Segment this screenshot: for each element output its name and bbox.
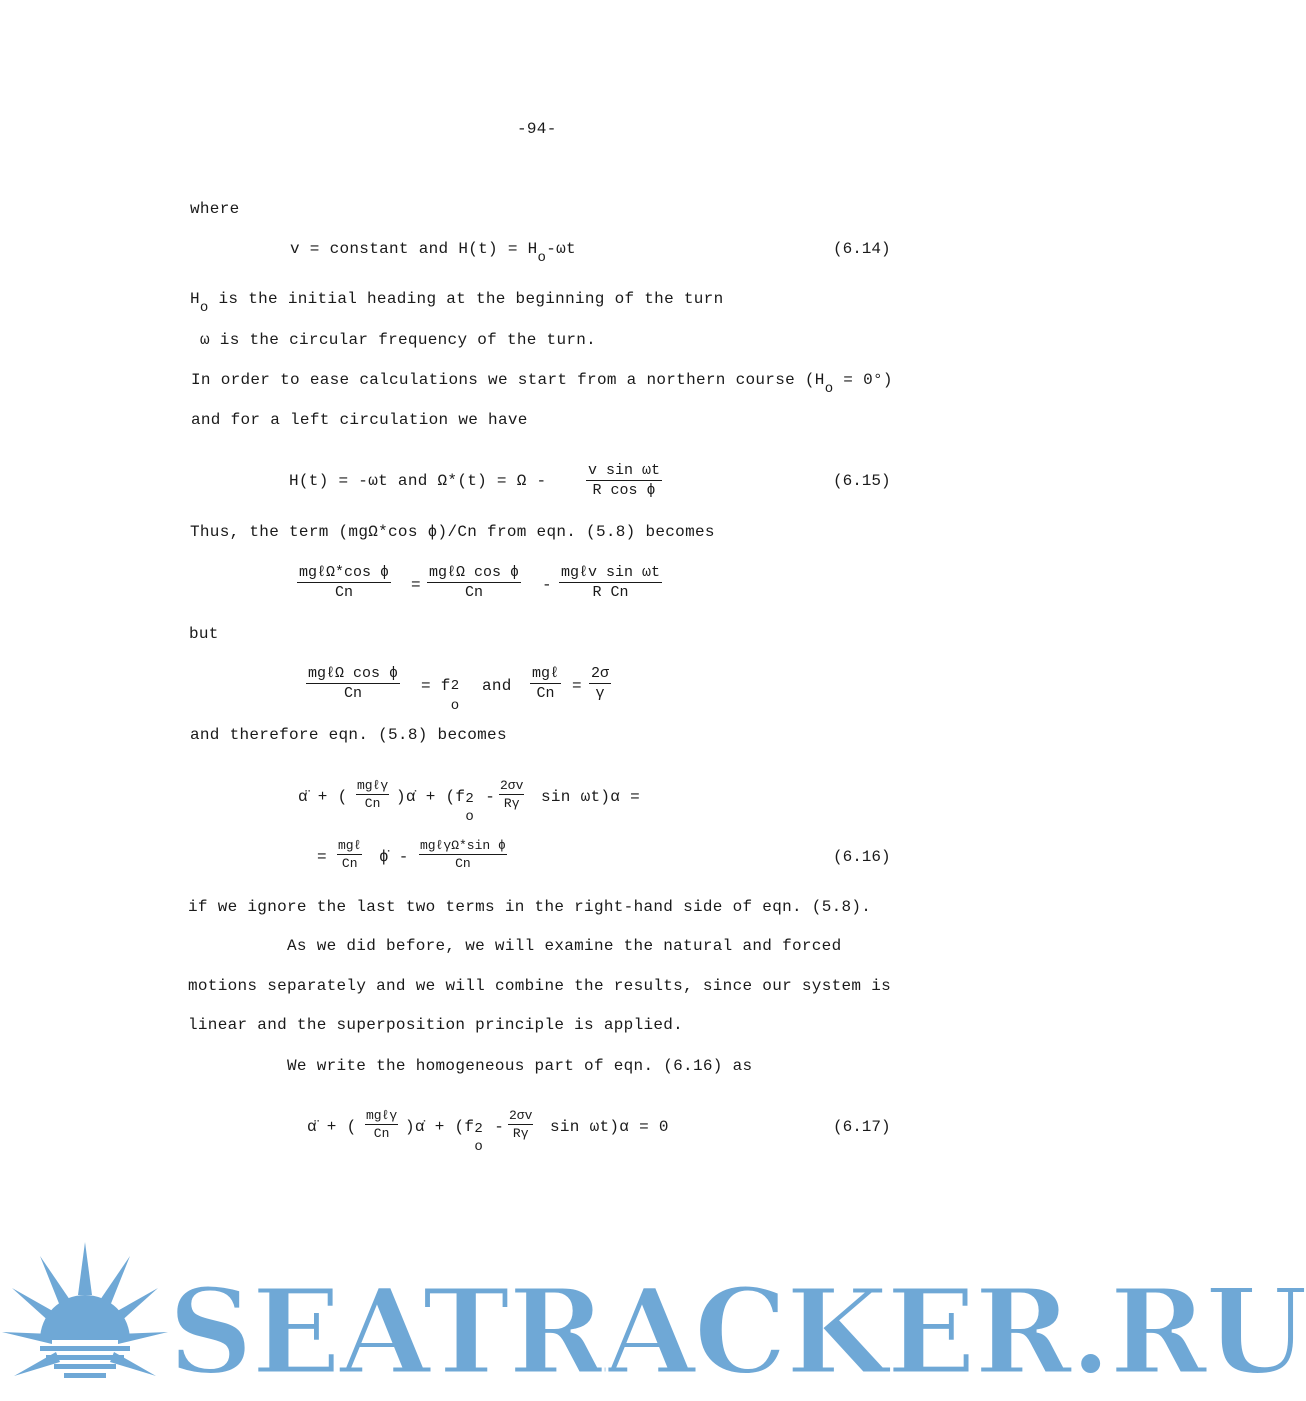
text-therefore: and therefore eqn. (5.8) becomes bbox=[190, 726, 507, 744]
watermark-text: SEATRACKER.RU bbox=[168, 1262, 1306, 1401]
text-h0-definition: Ho is the initial heading at the beginning of the turn bbox=[190, 290, 724, 316]
f0-squared: = f 2 o bbox=[421, 677, 460, 714]
fraction-6-16-damping: mgℓγ Cn bbox=[357, 778, 389, 811]
text-ease-line-2: and for a left circulation we have bbox=[191, 411, 528, 429]
fraction-but-3: $\frac{2\sigma}{\gamma}$ bbox=[591, 665, 610, 702]
text-paragraph-line-3: linear and the superposition principle is applied. bbox=[188, 1016, 684, 1034]
equals-sign-2: = bbox=[572, 677, 582, 695]
equation-6-17-b: )α̇ + (f 2 o - bbox=[405, 1118, 505, 1155]
text-and: and bbox=[482, 677, 512, 695]
fraction-term-rhs: mgℓv sin ωt R Cn bbox=[561, 564, 661, 601]
text-homogeneous: We write the homogeneous part of eqn. (6.16) as bbox=[287, 1057, 753, 1075]
sun-icon-graphic bbox=[0, 1240, 170, 1390]
page-number: -94- bbox=[517, 120, 557, 138]
equation-6-16-b: )α̇ + (f 2 o - bbox=[396, 788, 496, 825]
equation-number-6-16: (6.16) bbox=[833, 848, 891, 866]
text-where: where bbox=[190, 200, 240, 218]
equation-6-16-a: α̈ + ( bbox=[298, 788, 348, 806]
text-ease-line-1: In order to ease calculations we start from a northern course (Ho = 0°) bbox=[191, 371, 893, 397]
equation-6-17-a: α̈ + ( bbox=[307, 1118, 357, 1136]
equation-6-16-rhs-eq: = bbox=[317, 848, 327, 866]
fraction-6-17-forcing: $\frac{2\sigma v}{R\gamma}$ bbox=[509, 1108, 533, 1141]
equation-number-6-15: (6.15) bbox=[833, 472, 891, 490]
fraction-but-1: mgℓΩ cos ϕ Cn bbox=[308, 665, 399, 702]
fraction-6-16-rhs-2: mgℓγΩ*sin ϕ Cn bbox=[420, 838, 506, 871]
equals-sign: = bbox=[411, 576, 421, 594]
text-ignore: if we ignore the last two terms in the right-hand side of eqn. (5.8). bbox=[188, 898, 872, 916]
equation-6-15-left: H(t) = -ωt and Ω*(t) = Ω - bbox=[289, 472, 547, 490]
sun-icon bbox=[0, 1240, 170, 1390]
equation-6-14: v = constant and H(t) = Ho-ωt bbox=[290, 240, 576, 266]
equation-6-16-d: sin ωt)α = bbox=[541, 788, 641, 806]
minus-sign: - bbox=[542, 576, 552, 594]
equation-6-16-phi: ϕ̇ - bbox=[379, 848, 409, 866]
equation-6-17-d: sin ωt)α = 0 bbox=[550, 1118, 669, 1136]
text-thus: Thus, the term (mgΩ*cos ϕ)/Cn from eqn. (5.8) becomes bbox=[190, 523, 715, 541]
fraction-term-lhs: mgℓΩ*cos ϕ Cn bbox=[299, 564, 390, 601]
text-paragraph-line-2: motions separately and we will combine the results, since our system is bbox=[188, 977, 892, 995]
fraction-but-2: mgℓ Cn bbox=[532, 665, 560, 702]
fraction-6-16-rhs-1: mgℓ Cn bbox=[338, 838, 362, 871]
fraction-6-15: $\frac{\text{v sin ωt}}{\text{R cos ϕ}}$ bbox=[588, 462, 661, 499]
fraction-6-17-damping: mgℓγ Cn bbox=[366, 1108, 398, 1141]
equation-number-6-14: (6.14) bbox=[833, 240, 891, 258]
fraction-6-16-forcing: $\frac{2\sigma v}{R\gamma}$ bbox=[500, 778, 524, 811]
text-paragraph-line-1: As we did before, we will examine the natural and forced bbox=[287, 937, 842, 955]
text-omega-definition: ω is the circular frequency of the turn. bbox=[200, 331, 597, 349]
fraction-term-mid: mgℓΩ cos ϕ Cn bbox=[429, 564, 520, 601]
equation-number-6-17: (6.17) bbox=[833, 1118, 891, 1136]
text-but: but bbox=[189, 625, 219, 643]
